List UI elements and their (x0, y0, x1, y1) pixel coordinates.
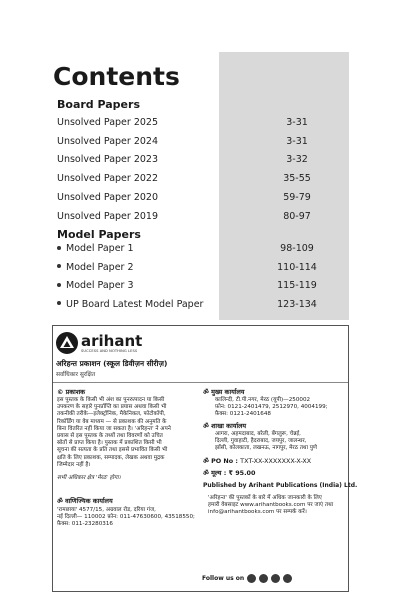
contents-page-range: 3-32 (286, 154, 308, 166)
contents-row (57, 299, 332, 313)
price: ॐ मूल्य : ₹ 95.00 (203, 469, 256, 477)
text-line: फ़ैक्स: 0121-2401648 (215, 411, 271, 418)
text-line: झाँसी, कोलकाता, लखनऊ, नागपुर, मेरठ तथा पुणे (215, 445, 317, 452)
text-line: info@arihantbooks.com पर सम्पर्क करें। (208, 509, 307, 516)
text-line: हमारी वेबसाइट www.arihantbooks.com पर जाएं तथा (208, 502, 334, 509)
page-title: Contents (53, 62, 180, 91)
text-line: क्षति के लिए प्रकाशक, सम्पादक, लेखक अथवा मुद्रक (57, 454, 165, 461)
bullet-icon (57, 283, 61, 287)
rights-reserved: सर्वाधिकार सुरक्षित (56, 372, 96, 378)
branch-office-heading: ॐ शाखा कार्यालय (203, 422, 247, 430)
follow-label: Follow us on (202, 575, 245, 582)
contents-page-range: 115-119 (277, 280, 317, 291)
text-line: आगरा, अहमदाबाद, बरेली, बेंगलुरू, चेन्नई, (215, 431, 301, 437)
text-line: कालिन्दी, टी.पी.नगर, मेरठ (यूपी)—250002 (215, 397, 311, 403)
contents-item-label: Unsolved Paper 2023 (57, 154, 158, 166)
office-marker-icon: ॐ (57, 497, 66, 505)
copyright-heading: © प्रकाशक (57, 388, 86, 396)
head-office-text (215, 397, 347, 419)
text-line: 'अरिहन्त' की पुस्तकों के बारे में अधिक जानकारी के लिए (208, 495, 322, 501)
contents-page-range: 35-55 (283, 173, 311, 185)
text-line: बिना वितरित नहीं किया जा सकता है। 'अरिहन्त' ने अपने (57, 425, 171, 432)
office-marker-icon: ॐ (203, 469, 212, 477)
section-heading-board: Board Papers (57, 98, 140, 111)
po-number: ॐ PO No : TXT-XX-XXXXXXX-X-XX (203, 457, 312, 465)
contents-item-label: Unsolved Paper 2022 (57, 173, 158, 185)
text-line: सूचना की सत्यता के प्रति तथा इससे प्रभावित किसी भी (57, 447, 168, 454)
contents-item-label: Model Paper 3 (57, 280, 134, 291)
contents-row (57, 262, 332, 276)
contents-page-range: 98-109 (280, 243, 314, 254)
contents-item-label: Unsolved Paper 2024 (57, 135, 158, 147)
head-office-heading: ॐ मुख्य कार्यालय (203, 388, 245, 396)
section-heading-model: Model Papers (57, 228, 141, 241)
publisher-logo (56, 332, 142, 354)
text-line: फ़ैक्स: 011-23280316 (57, 521, 113, 528)
contents-page-range: 59-79 (283, 191, 311, 203)
contents-item-label: Model Paper 2 (57, 262, 134, 273)
contents-row (57, 173, 332, 187)
contents-row (57, 136, 332, 150)
office-marker-icon: ॐ (203, 422, 212, 430)
office-marker-icon: ॐ (203, 457, 212, 465)
bullet-icon (57, 264, 61, 268)
text-line: दिल्ली, गुवाहाटी, हैदराबाद, जयपुर, जालन्धर, (215, 438, 307, 445)
text-line: 'रामछाया' 4577/15, अग्रवाल रोड, दरिया गंज, (57, 507, 156, 513)
text-line: तकनीकी तरीके—इलेक्ट्रॉनिक, मैकेनिकल, फोटोकॉपी, (57, 411, 166, 418)
bullet-icon (57, 246, 61, 250)
contents-row (57, 192, 332, 206)
facebook-icon[interactable] (247, 574, 256, 583)
contents-item-label: Model Paper 1 (57, 243, 134, 254)
contents-item-label: UP Board Latest Model Paper (57, 299, 203, 310)
commercial-office-heading: ॐ वाणिज्यिक कार्यालय (57, 497, 113, 505)
contents-page-range: 123-134 (277, 298, 317, 310)
bullet-icon (57, 301, 61, 305)
branch-office-text (215, 431, 347, 453)
contents-row (57, 280, 332, 294)
divider (53, 382, 348, 383)
text-line: जिम्मेदार नहीं है। (57, 461, 91, 468)
office-marker-icon: ॐ (203, 388, 212, 396)
text-line: रिकॉर्डिंग या वेब माध्यम — से प्रकाशक की अनुमति के (57, 418, 167, 425)
published-by: Published by Arihant Publications (India) Ltd. (203, 482, 358, 489)
text-line: फ़ोन: 0121-2401479, 2512970, 4004199; (215, 404, 328, 411)
contents-page-range: 3-31 (286, 135, 308, 147)
instagram-icon[interactable] (283, 574, 292, 583)
contents-row (57, 117, 332, 131)
follow-us (202, 574, 292, 583)
contents-item-label: Unsolved Paper 2020 (57, 191, 158, 203)
text-line: उपकरण के सहारे पुनर्प्राप्ति का प्रयास अथवा किसी भी (57, 404, 167, 411)
publication-title: अरिहन्त प्रकाशन (स्कूल डिवीज़न सीरीज़) (56, 359, 168, 368)
logo-brand-name: arihant (81, 331, 143, 350)
arihant-logo-icon (56, 332, 78, 354)
text-line: नई दिल्ली— 110002 फ़ोन: 011-47630600, 43518550; (57, 514, 195, 521)
contents-item-label: Unsolved Paper 2019 (57, 210, 158, 222)
contents-row (57, 243, 332, 257)
contents-page-range: 110-114 (277, 261, 317, 273)
contents-page-range: 80-97 (283, 210, 311, 222)
jurisdiction-note: सभी अधिकार क्षेत्र 'मेरठ' होगा। (57, 475, 121, 481)
website-info (208, 495, 346, 517)
contents-row (57, 154, 332, 168)
copyright-text (57, 397, 205, 469)
youtube-icon[interactable] (271, 574, 280, 583)
text-line: स्रोतों से प्राप्त किया है। पुस्तक में प्रकाशित किसी भी (57, 440, 162, 447)
commercial-office-text (57, 507, 207, 529)
contents-row (57, 211, 332, 225)
text-line: इस पुस्तक के किसी भी अंश का पुनरुत्पादन या किसी (57, 397, 165, 403)
twitter-icon[interactable] (259, 574, 268, 583)
contents-item-label: Unsolved Paper 2025 (57, 117, 158, 128)
text-line: प्रयास से इस पुस्तक के तथ्यों तथा विवरणों को उचित (57, 433, 163, 440)
contents-page-range: 3-31 (286, 117, 308, 128)
logo-tagline: SUCCESS AND NOTHING LESS (81, 348, 138, 353)
